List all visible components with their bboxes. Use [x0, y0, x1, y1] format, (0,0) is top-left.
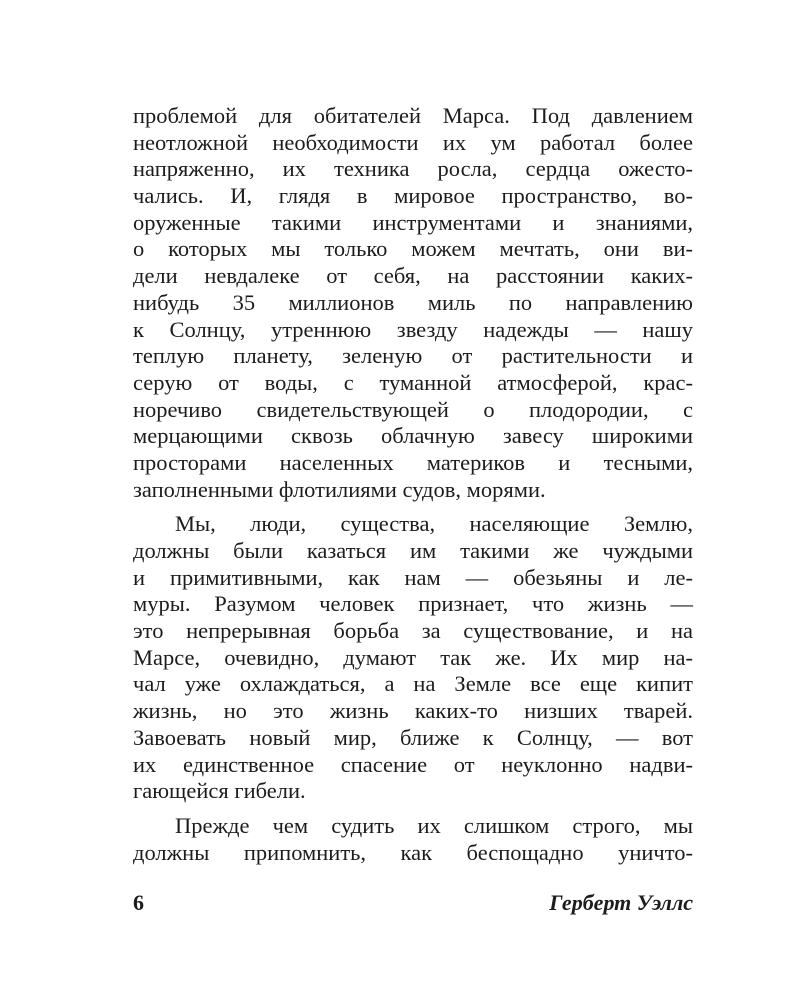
text-line: напряженно, их техника росла, сердца ожесто- — [133, 156, 693, 182]
paragraph-3 — [133, 813, 693, 866]
text-line: проблемой для обитателей Марса. Под давлением — [133, 103, 693, 128]
text-line: оруженные такими инструментами и знаниями, — [133, 209, 693, 235]
text-line: мерцающими сквозь облачную завесу широкими — [133, 423, 693, 449]
text-line: чал уже охлаждаться, а на Земле все еще кипит — [133, 671, 693, 697]
text-line: о которых мы только можем мечтать, они ви- — [133, 236, 693, 262]
text-line: их единственное спасение от неуклонно надви- — [133, 751, 693, 777]
body-text — [133, 103, 693, 866]
text-line: жизнь, но это жизнь каких-то низших тварей. — [133, 698, 693, 724]
running-header-author: Герберт Уэллс — [549, 890, 693, 915]
text-line: дели невдалеке от себя, на расстоянии каких- — [133, 263, 693, 289]
text-line: и примитивными, как нам — обезьяны и ле- — [133, 564, 693, 590]
text-line: серую от воды, с туманной атмосферой, крас- — [133, 369, 693, 395]
text-line: Марсе, очевидно, думают так же. Их мир на- — [133, 644, 693, 670]
paragraph-2 — [133, 511, 693, 805]
text-line: Мы, люди, существа, населяющие Землю, — [175, 511, 693, 537]
text-line: чались. И, глядя в мировое пространство, во- — [133, 183, 693, 209]
text-line: заполненными флотилиями судов, морями. — [133, 476, 546, 502]
page-number: 6 — [133, 890, 144, 915]
text-line: это непрерывная борьба за существование, и на — [133, 618, 693, 644]
text-line: муры. Разумом человек признает, что жизнь — — [133, 591, 693, 617]
text-line: неотложной необходимости их ум работал более — [133, 129, 693, 155]
text-line: норечиво свидетельствующей о плодородии, с — [133, 396, 693, 422]
paragraph-gap — [133, 503, 693, 511]
text-line: Прежде чем судить их слишком строго, мы — [175, 812, 693, 838]
page-footer — [133, 890, 693, 920]
paragraph-1 — [133, 103, 693, 503]
text-line: к Солнцу, утреннюю звезду надежды — нашу — [133, 316, 693, 342]
text-line: должны были казаться им такими же чуждыми — [133, 538, 693, 563]
text-line: просторами населенных материков и тесными, — [133, 449, 693, 475]
text-line: Завоевать новый мир, ближе к Солнцу, — вот — [133, 724, 693, 750]
text-line: нибудь 35 миллионов миль по направлению — [133, 289, 693, 315]
text-line: должны припомнить, как беспощадно уничто- — [133, 839, 693, 865]
text-line: гающейся гибели. — [133, 778, 306, 804]
paragraph-gap — [133, 805, 693, 813]
text-line: теплую планету, зеленую от растительности и — [133, 343, 693, 369]
